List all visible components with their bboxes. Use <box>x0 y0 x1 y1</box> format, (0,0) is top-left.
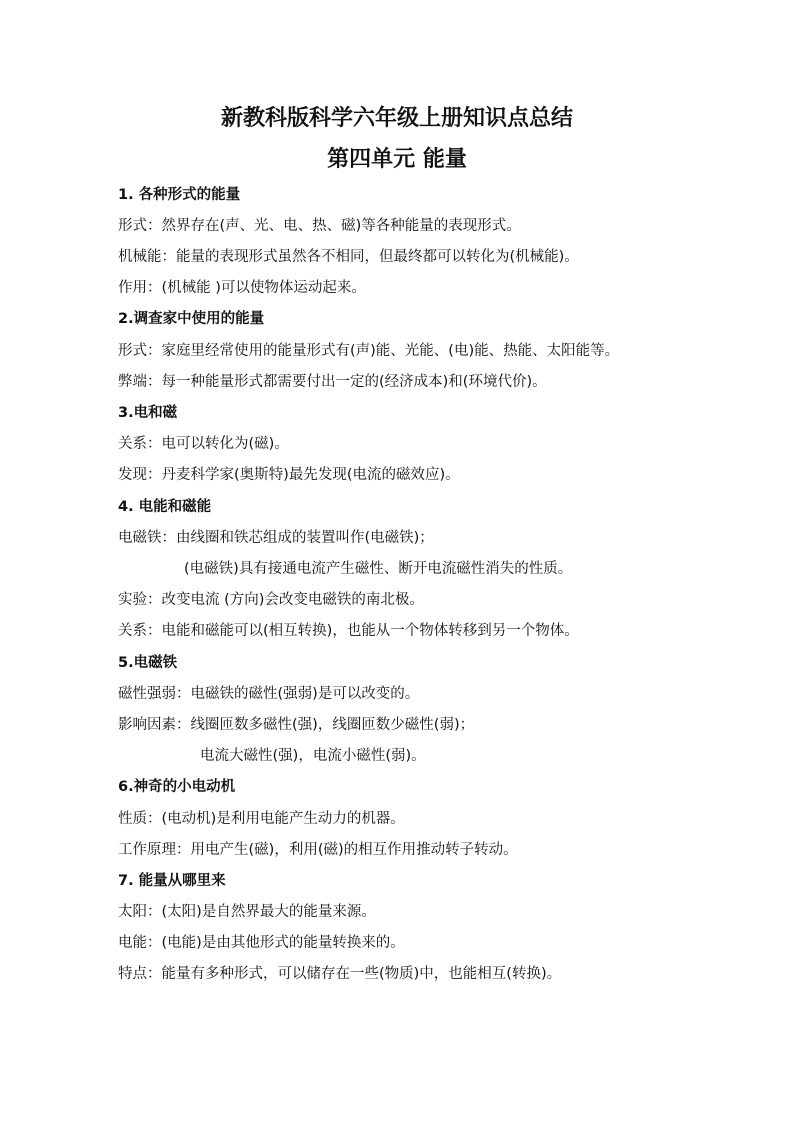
section-heading-3: 3.电和磁 <box>118 405 178 421</box>
body-line: 太阳：(太阳)是自然界最大的能量来源。 <box>118 904 376 920</box>
body-line: 形式：家庭里经常使用的能量形式有(声)能、光能、(电)能、热能、太阳能等。 <box>118 343 620 359</box>
body-line: 作用：(机械能 )可以使物体运动起来。 <box>118 280 366 296</box>
body-line: 关系：电可以转化为(磁)。 <box>118 436 289 452</box>
section-heading-4: 4. 电能和磁能 <box>118 499 212 515</box>
body-line-indented: 电流大磁性(强)，电流小磁性(弱)。 <box>200 748 426 764</box>
body-line: 电磁铁：由线圈和铁芯组成的装置叫作(电磁铁)； <box>118 530 434 546</box>
body-line: 性质：(电动机)是利用电能产生动力的机器。 <box>118 811 405 827</box>
section-heading-5: 5.电磁铁 <box>118 655 178 671</box>
body-line: 特点：能量有多种形式，可以储存在一些(物质)中，也能相互(转换)。 <box>118 966 562 982</box>
body-line: 机械能：能量的表现形式虽然各不相同，但最终都可以转化为(机械能)。 <box>118 249 579 265</box>
document-title: 新教科版科学六年级上册知识点总结 <box>220 105 573 131</box>
unit-title: 第四单元 能量 <box>327 146 467 172</box>
body-line: 发现：丹麦科学家(奥斯特)最先发现(电流的磁效应)。 <box>118 467 460 483</box>
section-heading-2: 2.调查家中使用的能量 <box>118 311 265 327</box>
body-line: 弊端：每一种能量形式都需要付出一定的(经济成本)和(环境代价)。 <box>118 374 547 390</box>
section-heading-1: 1. 各种形式的能量 <box>118 187 241 203</box>
section-heading-6: 6.神奇的小电动机 <box>118 779 236 795</box>
body-line: 工作原理：用电产生(磁)，利用(磁)的相互作用推动转子转动。 <box>118 842 518 858</box>
body-line: 影响因素：线圈匝数多磁性(强)，线圈匝数少磁性(弱)； <box>118 717 475 733</box>
body-line: 关系：电能和磁能可以(相互转换)，也能从一个物体转移到另一个物体。 <box>118 623 579 639</box>
body-line: 实验：改变电流 (方向)会改变电磁铁的南北极。 <box>118 592 424 608</box>
section-heading-7: 7. 能量从哪里来 <box>118 873 226 889</box>
body-line: 磁性强弱：电磁铁的磁性(强弱)是可以改变的。 <box>118 686 420 702</box>
body-line: 电能：(电能)是由其他形式的能量转换来的。 <box>118 935 405 951</box>
body-line-indented: (电磁铁)具有接通电流产生磁性、断开电流磁性消失的性质。 <box>184 561 573 577</box>
body-line: 形式：然界存在(声、光、电、热、磁)等各种能量的表现形式。 <box>118 218 521 234</box>
